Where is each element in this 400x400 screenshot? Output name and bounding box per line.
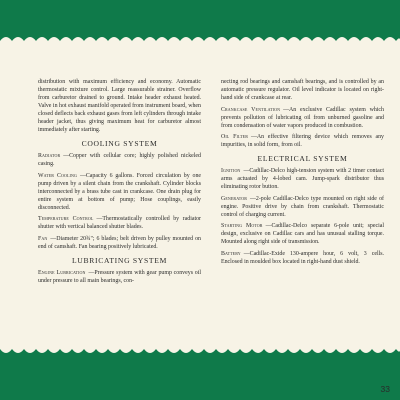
ignition-text: —Cadillac-Delco high-tension system with 2 timer contact arms actuated by 4-lobed cam. Jump-spark distributor thus eliminating rotor button.	[221, 168, 384, 190]
fuel-system-continuation: distribution with maximum efficiency and economy. Automatic thermostatic mixture control. Large reassurable strainer. Overflow from carburetor drained to ground. Intake header exhaust heated. Valve in hot exhaust manifold operated from instrument board, when closed deflects back exhaust gases from left cylinders through intake header jacket, thus giving maximum heat for carburetor almost immediately after starting.	[38, 79, 201, 133]
ignition-lead: Ignition	[221, 168, 241, 174]
generator-paragraph	[221, 195, 384, 219]
oil-filter-lead: Oil Filter	[221, 134, 248, 140]
temperature-control-text: —Thermostatically controlled by radiator shutter with vertical balanced shutter blades.	[38, 216, 201, 230]
oil-filter-text: —An effective filtering device which removes any impurities, in solid form, from oil.	[221, 134, 384, 148]
radiator-paragraph	[38, 152, 201, 168]
generator-lead: Generator	[221, 195, 247, 202]
left-column	[38, 78, 201, 340]
ignition-paragraph	[221, 167, 384, 191]
starting-motor-paragraph	[221, 222, 384, 246]
crankcase-ventilation-lead: Crankcase Ventilation	[221, 106, 281, 113]
electrical-system-heading: ELECTRICAL SYSTEM	[257, 154, 348, 163]
starting-motor-text: —Cadillac-Delco separate 6-pole unit; special design, exclusive on Cadillac cars and has unusual stalling torque. Mounted along right side of transmission.	[221, 223, 384, 245]
bottom-border-band	[0, 342, 400, 400]
water-cooling-text: —Capacity 6 gallons. Forced circulation by one pump driven by a silent chain from the crankshaft. Cylinder blocks interconnected by a brass tube cast in crankcase. One drain plug for entire system at bottom of pump; Hose couplings, easily disconnected.	[38, 172, 201, 211]
battery-text: —Cadillac-Exide 130-ampere hour, 6 volt, 3 cells. Enclosed in moulded box located in right-hand dust shield.	[221, 250, 384, 265]
temperature-control-paragraph	[38, 215, 201, 231]
engine-lubrication-text: —Pressure system with gear pump conveys oil under pressure to all main bearings, con-	[38, 269, 201, 284]
cooling-system-heading: COOLING SYSTEM	[81, 139, 158, 148]
starting-motor-lead: Starting Motor	[221, 223, 263, 229]
engine-lubrication-lead: Engine Lubrication	[38, 269, 86, 276]
page-number: 33	[380, 384, 390, 394]
bottom-scalloped-edge	[0, 341, 400, 357]
temperature-control-lead: Temperature Control	[38, 216, 94, 222]
water-cooling-lead: Water Cooling	[38, 172, 77, 179]
fan-lead: Fan	[38, 235, 48, 242]
generator-text: —2-pole Cadillac-Delco type mounted on right side of engine. Positive drive by chain from crankshaft. Thermostatic control of charging current.	[221, 195, 384, 218]
oil-filter-paragraph	[221, 133, 384, 149]
lubricating-system-heading: LUBRICATING SYSTEM	[71, 255, 168, 265]
radiator-text: —Copper with cellular core; highly polished nickeled casing.	[38, 153, 201, 167]
document-body	[38, 78, 384, 340]
fan-paragraph	[38, 235, 201, 251]
battery-lead: Battery	[221, 250, 241, 257]
crankcase-ventilation-text: —An exclusive Cadillac system which prevents pollution of lubricating oil from unburned gasoline and from condensation of water vapors produced in combustion.	[221, 106, 384, 129]
fan-text: —Diameter 20¾"; 6 blades; belt driven by pulley mounted on end of camshaft. Fan bearing positively lubricated.	[38, 235, 201, 250]
crankcase-ventilation-paragraph	[221, 106, 384, 130]
lubrication-continuation: necting rod bearings and camshaft bearings, and is controlled by an automatic pressure regulator. Oil level indicator is located on right-hand side of crankcase at rear.	[221, 79, 384, 101]
engine-lubrication-paragraph	[38, 269, 201, 285]
water-cooling-paragraph	[38, 172, 201, 212]
battery-paragraph	[221, 250, 384, 266]
top-border-band	[0, 0, 400, 48]
top-scalloped-edge	[0, 33, 400, 49]
right-column	[221, 78, 384, 340]
radiator-lead: Radiator	[38, 153, 61, 159]
